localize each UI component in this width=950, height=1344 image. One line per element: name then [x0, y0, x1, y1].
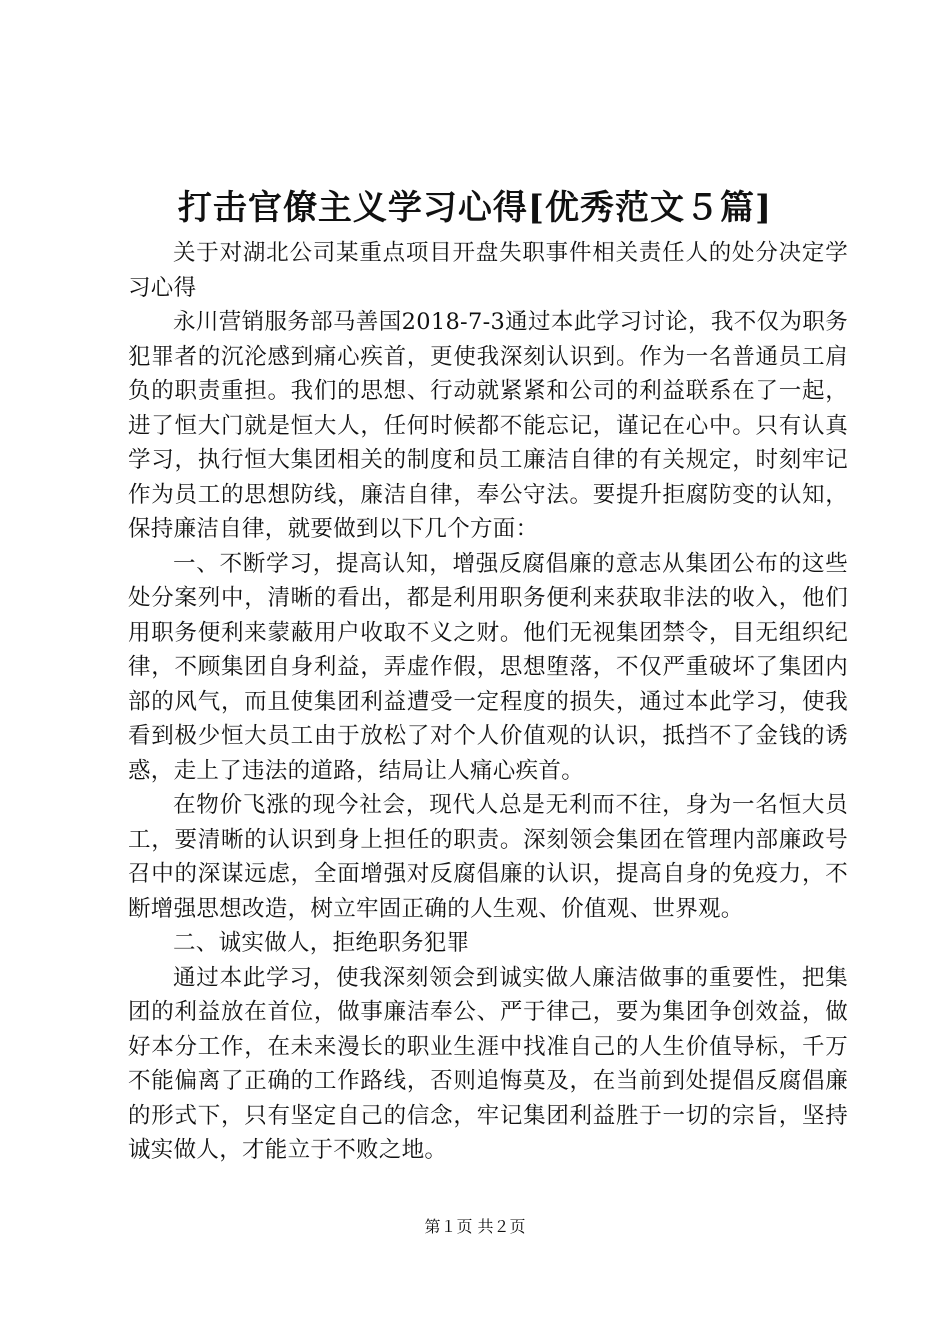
paragraph-4: 在物价飞涨的现今社会，现代人总是无利而不往，身为一名恒大员工，要清晰的认识到身上担任的职责。深刻领会集团在管理内部廉政号召中的深谋远虑，全面增强对反腐倡廉的认识，提高自身的免疫力，不断增强思想改造，树立牢固正确的人生观、价值观、世界观。 — [128, 792, 848, 922]
document-body — [128, 236, 848, 1168]
document-title: 打击官僚主义学习心得[优秀范文５篇] — [177, 188, 773, 228]
paragraph-2: 永川营销服务部马善国2018-7-3通过本此学习讨论，我不仅为职务犯罪者的沉沦感到痛心疾首，更使我深刻认识到。作为一名普通员工肩负的职责重担。我们的思想、行动就紧紧和公司的利益联系在了一起，进了恒大门就是恒大人，任何时候都不能忘记，谨记在心中。只有认真学习，执行恒大集团相关的制度和员工廉洁自律的有关规定，时刻牢记作为员工的思想防线，廉洁自律，奉公守法。要提升拒腐防变的认知，保持廉洁自律，就要做到以下几个方面： — [128, 309, 848, 542]
page-number-footer: 第１页 共２页 — [424, 1217, 526, 1236]
paragraph-6: 通过本此学习，使我深刻领会到诚实做人廉洁做事的重要性，把集团的利益放在首位，做事廉洁奉公、严于律己，要为集团争创效益，做好本分工作，在未来漫长的职业生涯中找准自己的人生价值导标，千万不能偏离了正确的工作路线，否则追悔莫及，在当前到处提倡反腐倡廉的形式下，只有坚定自己的信念，牢记集团利益胜于一切的宗旨，坚持诚实做人，才能立于不败之地。 — [128, 964, 848, 1163]
paragraph-3: 一、不断学习，提高认知，增强反腐倡廉的意志从集团公布的这些处分案列中，清晰的看出，都是利用职务便利来获取非法的收入，他们用职务便利来蒙蔽用户收取不义之财。他们无视集团禁令，目无组织纪律，不顾集团自身利益，弄虚作假，思想堕落，不仅严重破坏了集团内部的风气，而且使集团利益遭受一定程度的损失，通过本此学习，使我看到极少恒大员工由于放松了对个人价值观的认识，抵挡不了金钱的诱惑，走上了违法的道路，结局让人痛心疾首。 — [128, 550, 848, 784]
paragraph-1: 关于对湖北公司某重点项目开盘失职事件相关责任人的处分决定学习心得 — [128, 240, 848, 301]
paragraph-5-heading: 二、诚实做人，拒绝职务犯罪 — [173, 930, 470, 956]
